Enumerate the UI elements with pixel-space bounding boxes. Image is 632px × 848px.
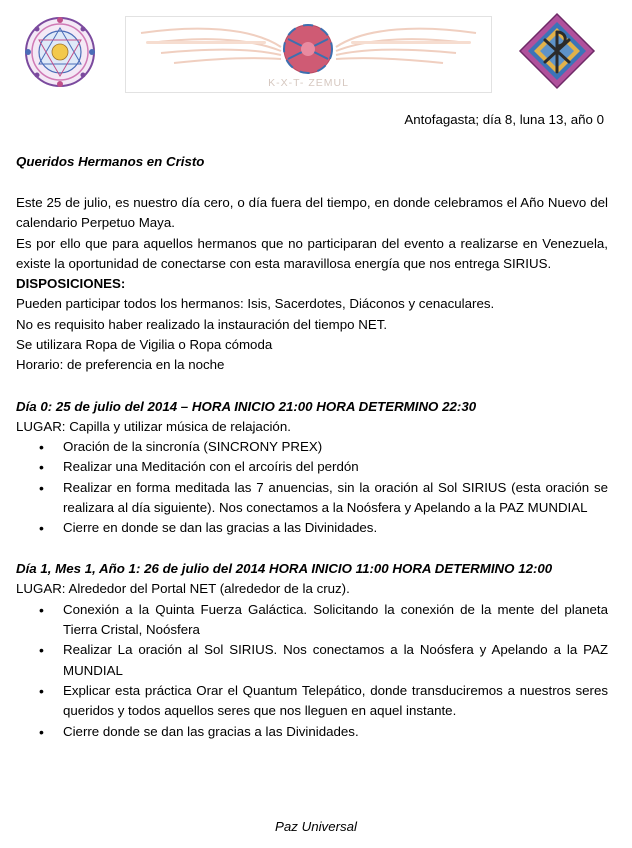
day1-place: LUGAR: Alrededor del Portal NET (alrededor de la cruz). bbox=[16, 581, 350, 597]
list-item: • Oración de la sincronía (SINCRONY PREX) bbox=[16, 437, 608, 457]
list-item: • Cierre donde se dan las gracias a las Divinidades. bbox=[16, 722, 608, 742]
chi-rho-logo bbox=[518, 12, 596, 90]
winged-sun-icon bbox=[126, 17, 491, 77]
intro-paragraph: Es por ello que para aquellos hermanos que no participaran del evento a realizarse en Venezuela, existe la oportunidad de conectarse con esta maravillosa energía que nos entrega SIRIUS. bbox=[16, 235, 608, 271]
day0-list bbox=[16, 437, 608, 538]
date-line: Antofagasta; día 8, luna 13, año 0 bbox=[404, 112, 604, 127]
list-item: • Realizar una Meditación con el arcoíris del perdón bbox=[16, 457, 608, 477]
list-item: • Realizar La oración al Sol SIRIUS. Nos conectamos a la Noósfera y Apelando a la PAZ MUNDIAL bbox=[16, 640, 608, 681]
mandala-logo bbox=[24, 16, 96, 88]
dispositions-title: DISPOSICIONES: bbox=[16, 276, 126, 292]
disposition-item: No es requisito haber realizado la instauración del tiempo NET. bbox=[16, 316, 388, 332]
disposition-item: Horario: de preferencia en la noche bbox=[16, 357, 225, 373]
banner-caption: K-X-T- ZEMUL bbox=[268, 77, 349, 89]
list-item: • Explicar esta práctica Orar el Quantum Telepático, donde transduciremos a nuestros seres queridos y todos aquellos seres que nos lleguen en aquel instante. bbox=[16, 681, 608, 722]
day0-title: Día 0: 25 de julio del 2014 – HORA INICIO 21:00 HORA DETERMINO 22:30 bbox=[16, 398, 477, 414]
letter-body bbox=[16, 152, 608, 742]
disposition-item: Pueden participar todos los hermanos: Isis, Sacerdotes, Diáconos y cenaculares. bbox=[16, 296, 495, 312]
list-item: • Cierre en donde se dan las gracias a las Divinidades. bbox=[16, 518, 608, 538]
greeting: Queridos Hermanos en Cristo bbox=[16, 154, 205, 169]
day0-place: LUGAR: Capilla y utilizar música de relajación. bbox=[16, 418, 291, 434]
list-item: • Realizar en forma meditada las 7 anuencias, sin la oración al Sol SIRIUS (esta oración se realizara al día siguiente). Nos conectamos a la Noósfera y Apelando a la PAZ MUNDIAL bbox=[16, 478, 608, 519]
list-item: • Conexión a la Quinta Fuerza Galáctica. Solicitando la conexión de la mente del planeta Tierra Cristal, Noósfera bbox=[16, 600, 608, 641]
disposition-item: Se utilizara Ropa de Vigilia o Ropa cómoda bbox=[16, 337, 273, 353]
winged-sun-banner bbox=[125, 16, 492, 93]
day1-list bbox=[16, 600, 608, 742]
day1-title: Día 1, Mes 1, Año 1: 26 de julio del 2014 HORA INICIO 11:00 HORA DETERMINO 12:00 bbox=[16, 561, 553, 577]
intro-paragraph: Este 25 de julio, es nuestro día cero, o día fuera del tiempo, en donde celebramos el Año Nuevo del calendario Perpetuo Maya. bbox=[16, 195, 608, 231]
closing: Paz Universal bbox=[274, 819, 358, 834]
